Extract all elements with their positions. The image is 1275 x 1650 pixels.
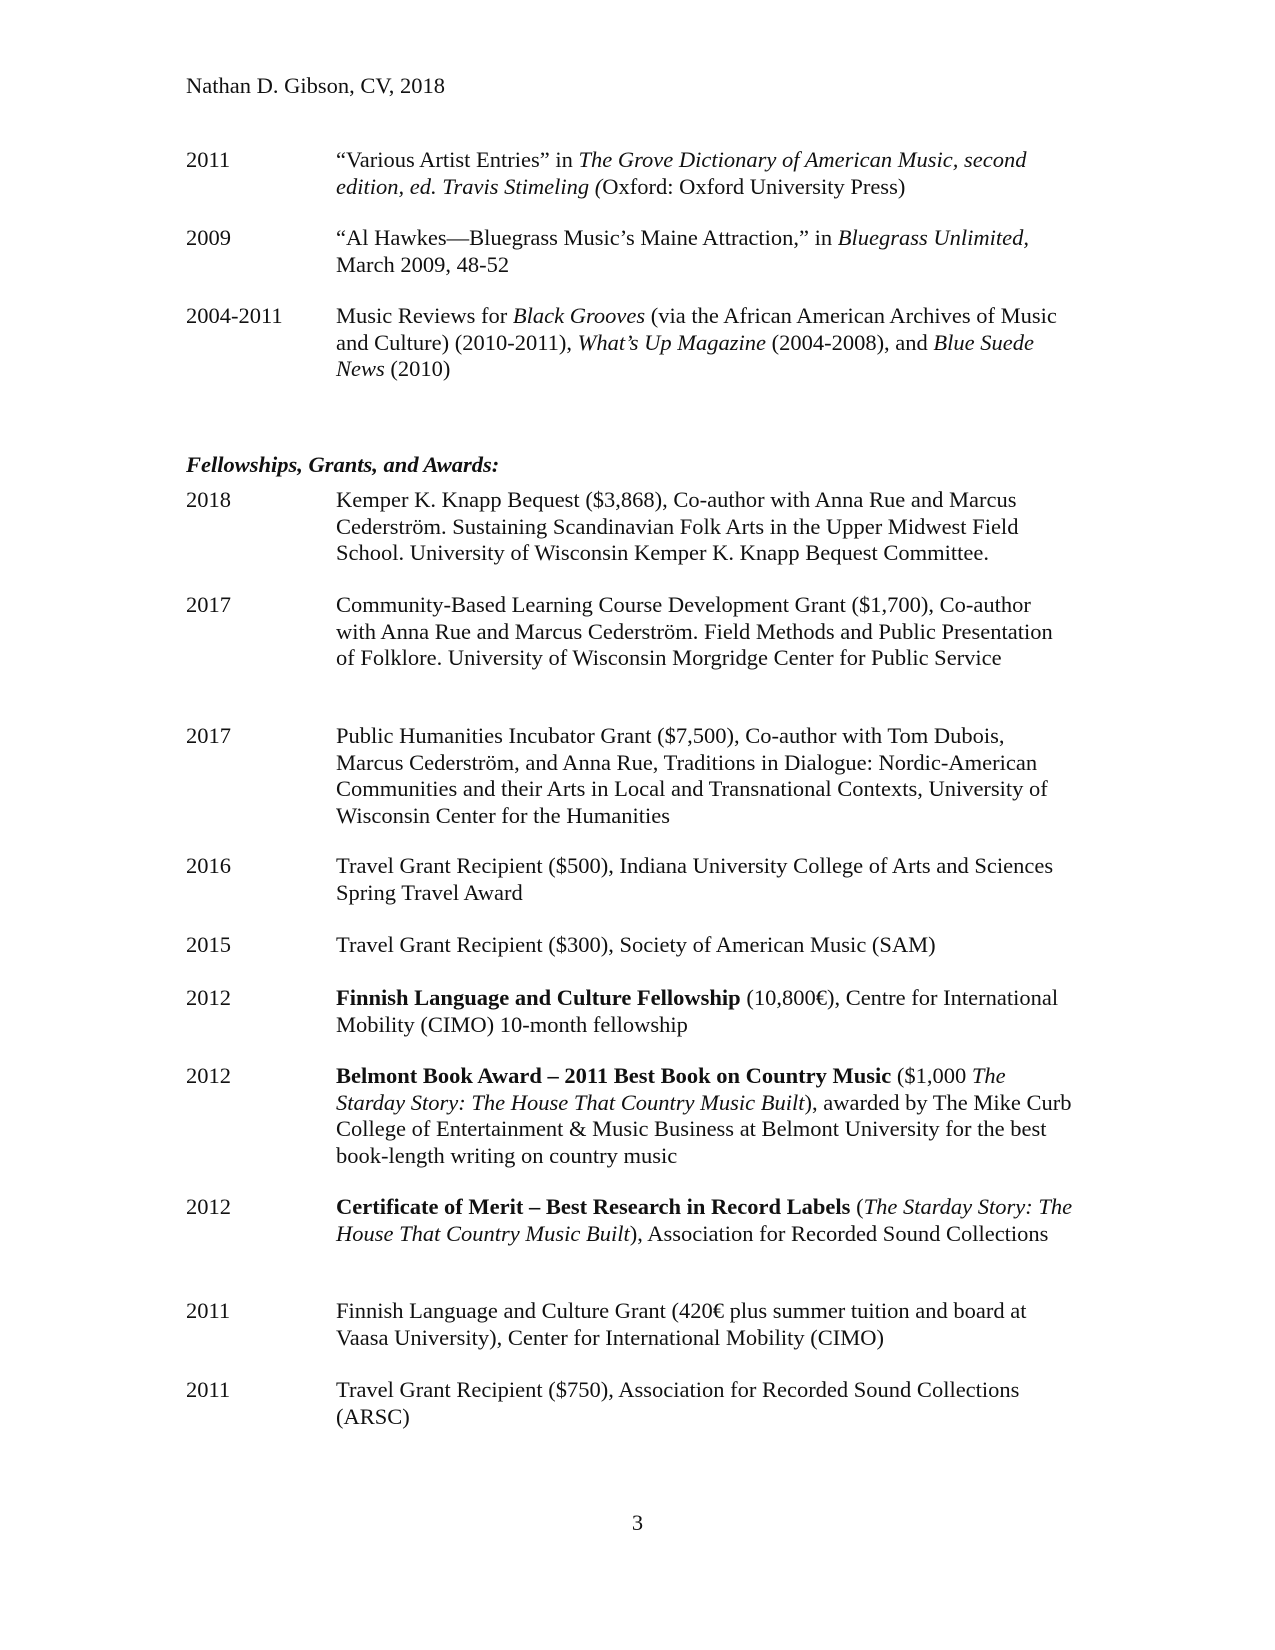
entry-text — [336, 723, 1076, 829]
text-segment: Belmont Book Award – 2011 Best Book on Country Music — [336, 1063, 892, 1088]
award-entry — [186, 1298, 1086, 1351]
text-segment: (2010) — [384, 356, 451, 381]
entry-year: 2015 — [186, 932, 231, 957]
text-segment: ($1,000 — [891, 1063, 972, 1088]
text-segment: Public Humanities Incubator Grant ($7,500), Co-author with Tom Dubois, Marcus Cederström, and Anna Rue, Traditions in Dialogue: Nordic-American Communities and their Arts in Local and Transnational Contexts, University of Wisconsin Center for the Humanities — [336, 723, 1048, 828]
text-segment: “Various Artist Entries” in — [336, 147, 579, 172]
text-segment: (10,800€), Centre for International Mobility (CIMO) 10-month fellowship — [336, 985, 1059, 1037]
text-segment: Community-Based Learning Course Development Grant ($1,700), Co-author with Anna Rue and Marcus Cederström. Field Methods and Public Presentation of Folklore. University of Wisconsin Morgridge Center for Public Service — [336, 592, 1053, 670]
text-segment: Blue Suede News — [336, 329, 1035, 381]
award-entry — [186, 1377, 1086, 1430]
entry-year: 2011 — [186, 1298, 231, 1323]
text-segment: Travel Grant Recipient ($500), Indiana University College of Arts and Sciences Spring Travel Award — [336, 853, 1054, 905]
entry-text — [336, 225, 1076, 278]
section-heading: Fellowships, Grants, and Awards: — [186, 452, 500, 477]
publication-entry — [186, 147, 1086, 200]
entry-year: 2012 — [186, 985, 231, 1010]
text-segment: Finnish Language and Culture Grant (420€ plus summer tuition and board at Vaasa University), Center for International Mobility (CIMO) — [336, 1298, 1027, 1350]
text-segment: Black Grooves — [512, 303, 646, 328]
text-segment: (via the African American Archives of Music and Culture) (2010-2011), — [336, 303, 1057, 355]
text-segment: Finnish Language and Culture Fellowship — [336, 985, 741, 1010]
text-segment: March 2009, 48-52 — [336, 251, 510, 277]
entry-text — [336, 1194, 1076, 1247]
entry-text — [336, 985, 1076, 1038]
text-segment: ( — [850, 1194, 864, 1219]
text-segment: ), Association for Recorded Sound Collections — [629, 1220, 1049, 1246]
award-entry — [186, 853, 1086, 906]
text-segment: Music Reviews for — [336, 303, 513, 328]
entry-year: 2016 — [186, 853, 231, 878]
page-number: 3 — [631, 1510, 644, 1535]
entry-text — [336, 1298, 1076, 1351]
text-segment: ), awarded by The Mike Curb College of Entertainment & Music Business at Belmont University for the best book-length writing on country music — [336, 1089, 1072, 1168]
award-entry — [186, 723, 1086, 829]
entry-text — [336, 592, 1076, 672]
entry-text — [336, 1063, 1076, 1169]
award-entry — [186, 932, 1086, 959]
entry-text — [336, 932, 1076, 959]
entry-year: 2011 — [186, 1377, 231, 1402]
entry-text — [336, 147, 1076, 200]
text-segment: The Starday Story: The House That Country Music Built — [336, 1063, 1006, 1115]
entry-year: 2009 — [186, 225, 231, 250]
entry-year: 2017 — [186, 592, 231, 617]
award-entry — [186, 1063, 1086, 1169]
award-entry — [186, 487, 1086, 567]
text-segment: Oxford: Oxford University Press) — [602, 173, 906, 199]
text-segment: The Starday Story: The House That Country Music Built — [336, 1194, 1073, 1246]
entry-year: 2017 — [186, 723, 231, 748]
text-segment: “Al Hawkes—Bluegrass Music’s Maine Attraction,” in — [336, 225, 838, 250]
text-segment: Bluegrass Unlimited, — [837, 225, 1030, 250]
award-entry — [186, 985, 1086, 1038]
entry-year: 2004-2011 — [186, 303, 283, 328]
entry-text — [336, 487, 1076, 567]
award-entry — [186, 592, 1086, 672]
text-segment: Certificate of Merit – Best Research in Record Labels — [336, 1194, 851, 1219]
entry-year: 2011 — [186, 147, 231, 172]
award-entry — [186, 1194, 1086, 1247]
text-segment: (2004-2008), and — [765, 329, 934, 355]
entry-text — [336, 303, 1076, 383]
text-segment: Kemper K. Knapp Bequest ($3,868), Co-author with Anna Rue and Marcus Cederström. Sustaining Scandinavian Folk Arts in the Upper Midwest Field School. University of Wisconsin Kemper K. Knapp Bequest Committee. — [336, 487, 1019, 565]
text-segment: The Grove Dictionary of American Music, second edition, ed. Travis Stimeling ( — [336, 147, 1027, 199]
publication-entry — [186, 303, 1086, 383]
entry-year: 2018 — [186, 487, 231, 512]
publication-entry — [186, 225, 1086, 278]
entry-text — [336, 853, 1076, 906]
page-header: Nathan D. Gibson, CV, 2018 — [186, 73, 445, 98]
text-segment: What’s Up Magazine — [577, 329, 766, 355]
entry-text — [336, 1377, 1076, 1430]
text-segment: Travel Grant Recipient ($300), Society of American Music (SAM) — [336, 932, 936, 957]
text-segment: Travel Grant Recipient ($750), Association for Recorded Sound Collections (ARSC) — [336, 1377, 1020, 1429]
entry-year: 2012 — [186, 1194, 231, 1219]
entry-year: 2012 — [186, 1063, 231, 1088]
